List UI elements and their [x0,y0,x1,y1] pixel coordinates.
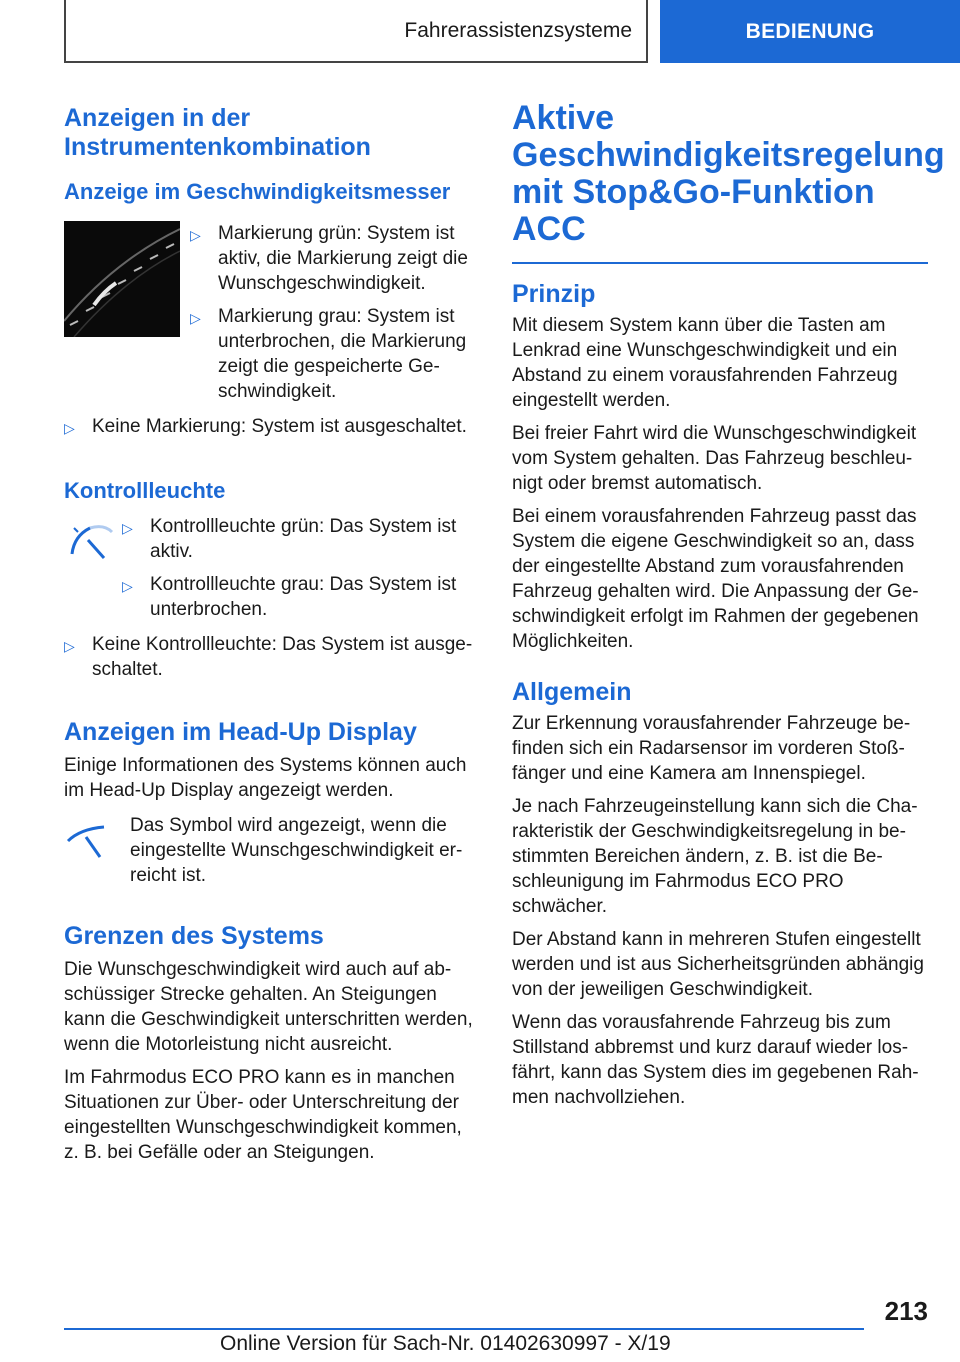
right-column [512,99,945,1110]
principle-paragraph-2: Bei freier Fahrt wird die Wunschgeschwindigkeit vom System gehalten. Das Fahrzeug beschleu-nigt oder bremst automatisch. [512,423,917,494]
heading-speedometer: Anzeige im Geschwindigkeitsmesser [64,179,451,204]
lamp-figure-row [64,514,474,622]
list-item: ▷ Markierung grau: System ist unterbrochen, die Markierung zeigt die gespeicherte Ge-schwindigkeit. [190,306,467,402]
page-number: 213 [884,1296,928,1326]
general-paragraph-2: Je nach Fahrzeugeinstellung kann sich die Cha-rakteristik der Geschwindigkeitsregelung in be-stimmten Bereichen ändern, z. B. ist die Be-schleunigung im Fahrmodus ECO PRO schwächer. [512,796,918,917]
chapter-label: Fahrerassistenzsysteme [404,18,632,42]
speedometer-image [64,221,180,337]
hud-paragraph: Einige Informationen des Systems können auch im Head-Up Display angezeigt werden. [64,755,467,801]
triangle-bullet-icon: ▷ [190,227,201,243]
general-paragraph-1: Zur Erkennung vorausfahrender Fahrzeuge be-finden sich ein Radarsensor im vorderen Stoß-fänger und eine Kamera am Innenspiegel. [512,713,911,784]
footer-divider [64,1328,864,1330]
speedometer-bullets [180,221,474,404]
list-item: ▷ Kontrollleuchte grün: Das System ist aktiv. [122,516,457,562]
hud-symbol-icon [64,813,130,888]
hud-figure-row [64,813,474,888]
general-paragraph-4: Wenn das vorausfahrende Fahrzeug bis zum Stillstand abbremst und kurz darauf wieder los-fährt, kann das System dies im gegebenen Rah-men nachvollziehen. [512,1012,919,1108]
acc-indicator-icon [64,514,122,622]
triangle-bullet-icon: ▷ [64,638,75,654]
heading-indicator-lamp: Kontrollleuchte [64,478,226,503]
heading-general: Allgemein [512,678,632,706]
header-chapter [64,0,648,63]
list-item: ▷ Keine Markierung: System ist ausgeschaltet. [64,414,474,441]
limits-paragraph-1: Die Wunschgeschwindigkeit wird auch auf ab-schüssiger Strecke gehalten. An Steigungen kann die Geschwindigkeit unterschritten werden, wenn die Motorleistung nicht ausreicht. [64,959,473,1055]
header-section [660,0,960,63]
general-paragraph-3: Der Abstand kann in mehreren Stufen eingestellt werden und ist aus Sicherheitsgründen abhängig von der jeweiligen Geschwindigkeit. [512,929,924,1000]
heading-system-limits: Grenzen des Systems [64,922,324,950]
section-label: BEDIENUNG [745,19,875,43]
principle-paragraph-1: Mit diesem System kann über die Tasten am Lenkrad eine Wunschgeschwindigkeit und ein Abstand zu einem vorausfahrenden Fahrzeug eingestellt werden. [512,315,898,411]
triangle-bullet-icon: ▷ [122,520,133,536]
heading-acc-title: Aktive Geschwindigkeitsregelung mit Stop&Go-Funktion ACC [512,99,945,248]
heading-principle: Prinzip [512,280,596,308]
heading-instrument-cluster: Anzeigen in der Instrumentenkombination [64,104,371,161]
online-version-note: Online Version für Sach-Nr. 01402630997 - X/19 [220,1332,671,1355]
list-item: ▷ Keine Kontrollleuchte: Das System ist ausge-schaltet. [64,634,473,680]
limits-paragraph-2: Im Fahrmodus ECO PRO kann es in manchen Situationen zur Über- oder Unterschreitung der eingestellten Wunschgeschwindigkeit kommen, z. B. bei Gefälle oder an Steigungen. [64,1067,462,1163]
triangle-bullet-icon: ▷ [122,578,133,594]
list-item: ▷ Markierung grün: System ist aktiv, die Markierung zeigt die Wunschgeschwindigkeit. [190,223,468,294]
hud-symbol-text: Das Symbol wird angezeigt, wenn die eingestellte Wunschgeschwindigkeit er-reicht ist. [130,815,463,886]
triangle-bullet-icon: ▷ [190,310,201,326]
title-divider [512,262,928,264]
left-column [64,100,474,1165]
principle-paragraph-3: Bei einem vorausfahrenden Fahrzeug passt das System die eigene Geschwindigkeit so an, dass der eingestellte Abstand zum vorausfahrenden Fahrzeug gehalten wird. Die Anpassung der Ge-schwindigkeit erfolgt im Rahmen der gegebenen Möglichkeiten. [512,506,919,652]
lamp-bullets [122,514,474,622]
speedometer-figure-row [64,221,474,404]
heading-head-up-display: Anzeigen im Head-Up Display [64,718,417,746]
list-item: ▷ Kontrollleuchte grau: Das System ist unterbrochen. [122,574,457,620]
triangle-bullet-icon: ▷ [64,420,75,436]
speedometer-marking-graphic [64,221,180,337]
